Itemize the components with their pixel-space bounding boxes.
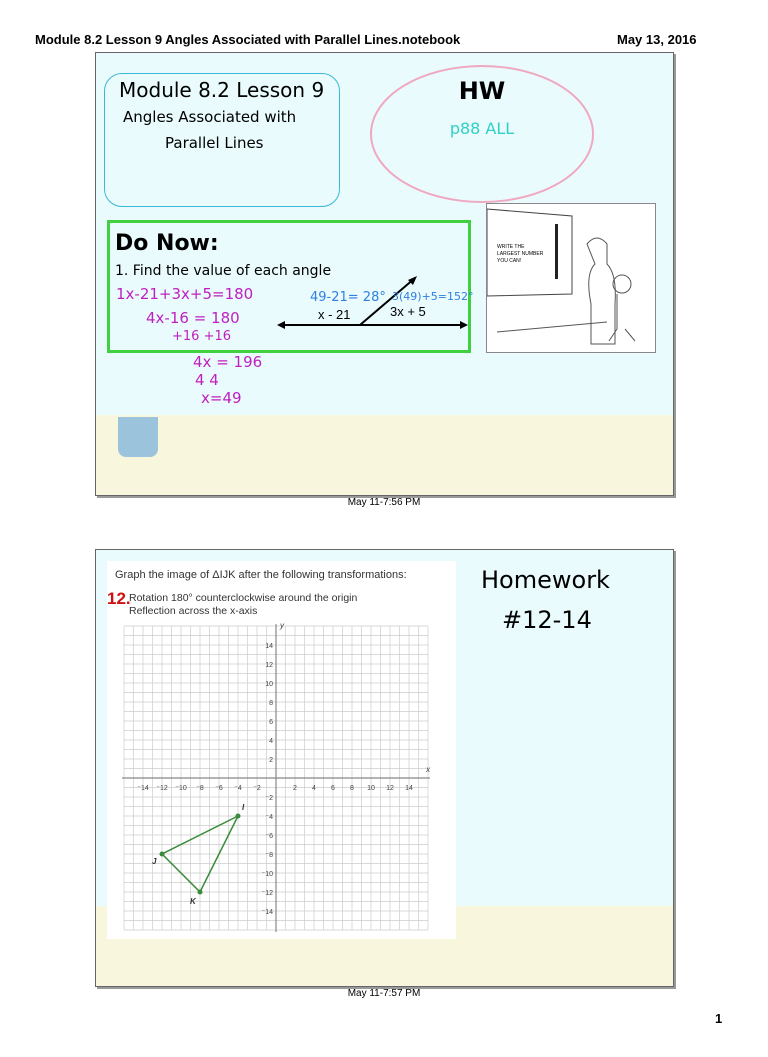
page-number: 1 <box>715 1011 723 1026</box>
work-line-4: 4x = 196 <box>193 353 263 371</box>
answer-left: 49-21= 28° <box>310 290 386 305</box>
y-tick-label: ⁻6 <box>265 833 273 840</box>
y-tick-label: ⁻4 <box>265 814 273 821</box>
y-tick-label: ⁻14 <box>261 909 273 916</box>
x-tick-label: ⁻2 <box>253 785 261 792</box>
angle-left-label: x - 21 <box>318 307 351 322</box>
x-tick-label: ⁻10 <box>175 785 187 792</box>
y-tick-label: 14 <box>265 643 273 650</box>
homework-range: #12-14 <box>502 606 592 634</box>
x-tick-label: 6 <box>331 785 335 792</box>
vertex-point-J <box>160 852 165 857</box>
y-tick-label: ⁻12 <box>261 890 273 897</box>
work-line-3: +16 +16 <box>172 329 232 344</box>
document-date: May 13, 2016 <box>617 32 697 47</box>
x-tick-label: ⁻6 <box>215 785 223 792</box>
x-tick-label: 12 <box>386 785 394 792</box>
work-line-2: 4x-16 = 180 <box>146 309 240 327</box>
vertex-label-I: I <box>242 803 245 812</box>
x-tick-label: 2 <box>293 785 297 792</box>
x-tick-label: ⁻8 <box>196 785 204 792</box>
cartoon-caption: WRITE THE LARGEST NUMBER YOU CAN! <box>497 244 544 264</box>
y-tick-label: 12 <box>265 662 273 669</box>
y-tick-label: ⁻10 <box>261 871 273 878</box>
y-tick-label: ⁻8 <box>265 852 273 859</box>
document-title: Module 8.2 Lesson 9 Angles Associated with Parallel Lines.notebook <box>35 32 461 47</box>
lesson-subtitle: Angles Associated with <box>123 108 297 126</box>
x-tick-label: 8 <box>350 785 354 792</box>
cartoon-drawing <box>487 204 655 352</box>
work-line-5: 4 4 <box>195 371 219 389</box>
x-tick-label: 14 <box>405 785 413 792</box>
y-tick-label: ⁻2 <box>265 795 273 802</box>
x-tick-label: ⁻12 <box>156 785 168 792</box>
lesson-title: Module 8.2 Lesson 9 <box>119 78 325 102</box>
cartoon <box>486 203 656 353</box>
title-box <box>104 73 340 207</box>
vertex-point-I <box>236 814 241 819</box>
hw-text: p88 ALL <box>449 119 515 138</box>
vertex-label-J: J <box>152 857 157 866</box>
slide-1-timestamp: May 11-7:56 PM <box>347 497 421 508</box>
do-now-heading: Do Now: <box>115 231 219 256</box>
coordinate-graph <box>107 621 456 939</box>
y-tick-label: 6 <box>269 719 273 726</box>
bucket-icon <box>118 417 158 457</box>
hw-title: HW <box>458 77 506 105</box>
instruction: Graph the image of ΔIJK after the following transformations: <box>115 569 407 581</box>
vertex-point-K <box>198 890 203 895</box>
work-line-6: x=49 <box>201 389 242 407</box>
y-tick-label: 4 <box>269 738 273 745</box>
problem-number: 12. <box>107 589 131 608</box>
vertex-label-K: K <box>190 897 196 906</box>
y-axis-label: y <box>280 621 284 630</box>
x-tick-label: ⁻14 <box>137 785 149 792</box>
angle-right-label: 3x + 5 <box>390 304 426 319</box>
slide-2 <box>95 549 674 987</box>
step-1: Rotation 180° counterclockwise around the origin <box>129 592 358 604</box>
step-2: Reflection across the x-axis <box>129 605 258 617</box>
homework-title: Homework <box>481 566 610 594</box>
x-tick-label: 10 <box>367 785 375 792</box>
hw-oval <box>370 65 594 203</box>
y-tick-label: 10 <box>265 681 273 688</box>
slide-2-timestamp: May 11-7:57 PM <box>347 988 421 999</box>
y-tick-label: 8 <box>269 700 273 707</box>
x-tick-label: ⁻4 <box>234 785 242 792</box>
answer-right: 3(49)+5=152° <box>392 290 474 303</box>
work-line-1: 1x-21+3x+5=180 <box>116 285 254 303</box>
y-tick-label: 2 <box>269 757 273 764</box>
worksheet-image <box>107 561 456 939</box>
lesson-subtitle-2: Parallel Lines <box>165 134 264 152</box>
question: 1. Find the value of each angle <box>115 263 332 279</box>
x-tick-label: 4 <box>312 785 316 792</box>
x-axis-label: x <box>426 765 431 774</box>
slide-1 <box>95 52 674 496</box>
